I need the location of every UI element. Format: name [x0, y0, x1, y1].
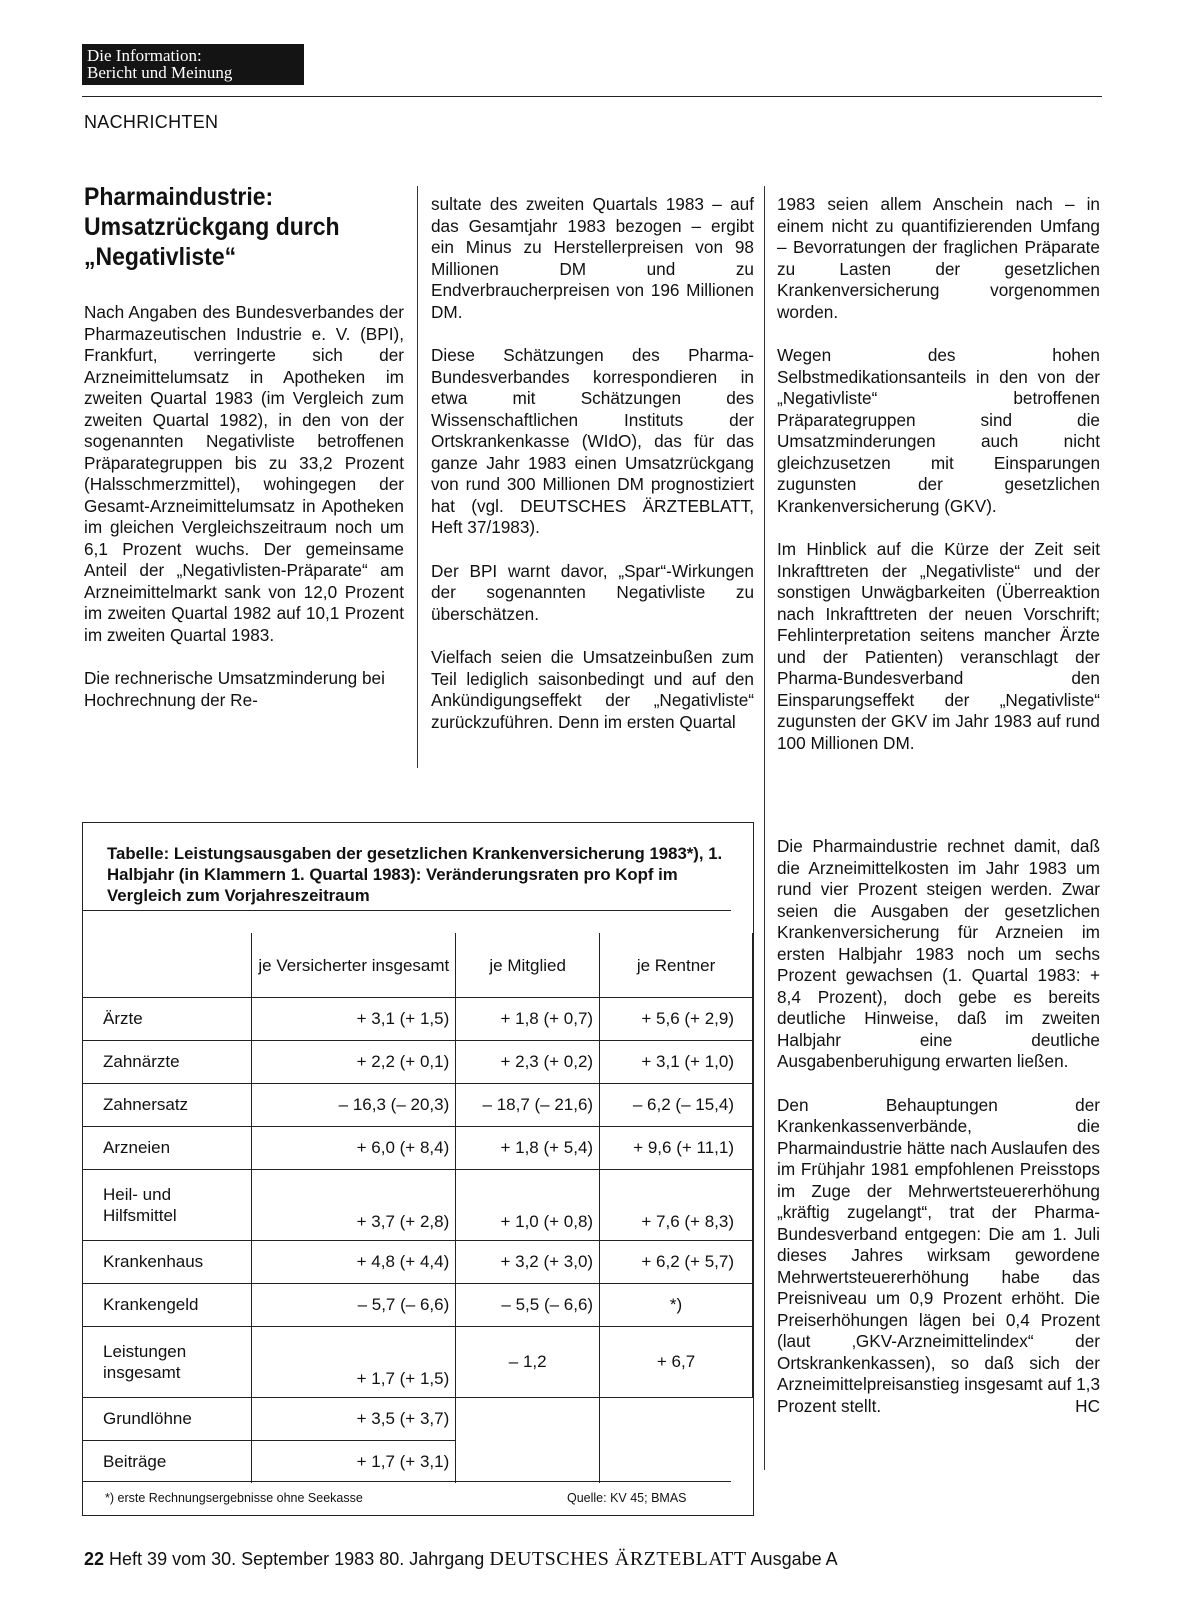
masthead-line-1: Die Information: [87, 46, 202, 65]
column-3 [777, 194, 1100, 776]
masthead [82, 44, 304, 85]
page-footer [84, 1548, 838, 1571]
table-cell: + 5,6 (+ 2,9) [600, 998, 753, 1041]
table-cell: – 5,5 (– 6,6) [456, 1284, 600, 1327]
row-label-text: Leistungen insgesamt [103, 1342, 187, 1382]
table-cell: + 6,0 (+ 8,4) [252, 1127, 456, 1170]
paragraph: Die Pharmaindustrie rechnet damit, daß die Arzneimittelkosten im Jahr 1983 um rund vier Prozent steigen werden. Zwar seien die Ausgaben der gesetzlichen Krankenversicherung für Arzneien im ersten Halbjahr 1983 noch um sechs Prozent gewachsen (1. Quartal 1983: + 8,4 Prozent), doch gebe es bereits deutliche Hinweise, daß im zweiten Halbjahr eine deutliche Ausgabenberuhigung erwarten ließen. [777, 836, 1100, 1071]
row-label: Zahnärzte [83, 1041, 252, 1084]
paragraph: Die rechnerische Umsatzminderung bei Hochrechnung der Re- [84, 668, 385, 710]
row-label: Krankenhaus [83, 1241, 252, 1284]
table-header-blank [83, 933, 252, 998]
table-cell: + 1,8 (+ 0,7) [456, 998, 600, 1041]
table-row [83, 1127, 753, 1170]
table-footer-rule [83, 1481, 731, 1482]
table-row [83, 1084, 753, 1127]
table-cell: + 6,2 (+ 5,7) [600, 1241, 753, 1284]
paragraph [777, 1095, 1100, 1418]
table-cell-empty [456, 1398, 600, 1441]
table-cell: – 16,3 (– 20,3) [252, 1084, 456, 1127]
paragraph: Der BPI warnt davor, „Spar“-Wirkungen der sogenannten Negativliste zu überschätzen. [431, 560, 754, 624]
row-label [83, 1327, 252, 1398]
table-footnote: *) erste Rechnungsergebnisse ohne Seekasse [105, 1491, 363, 1505]
caption-rule [83, 910, 731, 911]
magazine-name: DEUTSCHES ÄRZTEBLATT [489, 1548, 747, 1570]
row-label: Beiträge [83, 1441, 252, 1484]
table-cell: *) [600, 1284, 753, 1327]
table-source: Quelle: KV 45; BMAS [567, 1491, 687, 1505]
table-cell: + 1,0 (+ 0,8) [456, 1170, 600, 1241]
table-cell: – 6,2 (– 15,4) [600, 1084, 753, 1127]
paragraph: 1983 seien allem Anschein nach – in einem nicht zu quantifizierenden Umfang – Bevorratungen der fraglichen Präparate zu Lasten der gesetzlichen Krankenversicherung vorgenommen worden. [777, 194, 1100, 322]
table-cell: + 3,1 (+ 1,0) [600, 1041, 753, 1084]
row-label-text: Heil- und Hilfsmittel [103, 1185, 177, 1225]
table-row [83, 1041, 753, 1084]
table-cell: + 3,5 (+ 3,7) [252, 1398, 456, 1441]
paragraph: Diese Schätzungen des Pharma-Bundesverbandes korrespondieren in etwa mit Schätzungen des Wissenschaftlichen Instituts der Ortskrankenkasse (WIdO), das für das ganze Jahr 1983 einen Umsatzrückgang von rund 300 Millionen DM prognostiziert hat (vgl. DEUTSCHES ÄRZTEBLATT, Heft 37/1983). [431, 345, 754, 537]
row-label: Krankengeld [83, 1284, 252, 1327]
data-table [83, 933, 753, 1483]
table-cell: + 9,6 (+ 11,1) [600, 1127, 753, 1170]
masthead-line-2: Bericht und Meinung [87, 63, 233, 82]
table-cell: + 2,3 (+ 0,2) [456, 1041, 600, 1084]
table-cell: + 1,7 (+ 3,1) [252, 1441, 456, 1484]
paragraph: Im Hinblick auf die Kürze der Zeit seit Inkrafttreten der „Negativliste“ und der sonstigen Unwägbarkeiten (Überreaktion nach Inkrafttreten der neuen Vorschrift; Fehlinterpretation seitens mancher Ärzte und der Patienten) veranschlagt der Pharma-Bundesverband den Einsparungseffekt der „Negativliste“ zugunsten der GKV im Jahr 1983 auf rund 100 Millionen DM. [777, 539, 1100, 753]
table-cell-empty [600, 1441, 753, 1484]
column-3-continued [777, 836, 1100, 1417]
table-cell: + 3,1 (+ 1,5) [252, 998, 456, 1041]
table-cell: + 4,8 (+ 4,4) [252, 1241, 456, 1284]
table-cell: – 5,7 (– 6,6) [252, 1284, 456, 1327]
column-2 [431, 194, 754, 755]
paragraph: sultate des zweiten Quartals 1983 – auf das Gesamtjahr 1983 bezogen – ergibt ein Minus zu Herstellerpreisen von 98 Millionen DM und zu Endverbraucherpreisen von 196 Millionen DM. [431, 194, 754, 322]
column-1 [84, 302, 404, 733]
table-cell: + 2,2 (+ 0,1) [252, 1041, 456, 1084]
table-row [83, 1241, 753, 1284]
table-cell: + 1,8 (+ 5,4) [456, 1127, 600, 1170]
table-row [83, 1441, 753, 1484]
edition: Ausgabe A [750, 1549, 838, 1569]
table-cell-empty [600, 1398, 753, 1441]
paragraph: Vielfach seien die Umsatzeinbußen zum Teil lediglich saisonbedingt und auf den Ankündigungseffekt der „Negativliste“ zurückzuführen. Denn im ersten Quartal [431, 647, 754, 732]
table-cell: – 18,7 (– 21,6) [456, 1084, 600, 1127]
column-divider [764, 186, 765, 1470]
table-cell: + 3,2 (+ 3,0) [456, 1241, 600, 1284]
row-label [83, 1170, 252, 1241]
table-cell: – 1,2 [456, 1327, 600, 1398]
table-cell: + 7,6 (+ 8,3) [600, 1170, 753, 1241]
row-label: Zahnersatz [83, 1084, 252, 1127]
table-header-cell: je Rentner [600, 933, 753, 998]
table-row [83, 1398, 753, 1441]
article-headline [84, 182, 378, 272]
table-header-row [83, 933, 753, 998]
row-label: Arzneien [83, 1127, 252, 1170]
table-row [83, 998, 753, 1041]
table-caption: Tabelle: Leistungsausgaben der gesetzlichen Krankenversicherung 1983*), 1. Halbjahr (in Klammern 1. Quartal 1983): Veränderungsraten pro Kopf im Vergleich zum Vorjahreszeitraum [107, 844, 723, 905]
row-label: Grundlöhne [83, 1398, 252, 1441]
table-row [83, 1327, 753, 1398]
table-row [83, 1170, 753, 1241]
section-label: NACHRICHTEN [84, 112, 219, 132]
table-cell: + 3,7 (+ 2,8) [252, 1170, 456, 1241]
table-header-cell: je Versicherter insgesamt [252, 933, 456, 998]
headline-line-1: Pharmaindustrie: [84, 183, 274, 211]
paragraph: Wegen des hohen Selbstmedikationsanteils in den von der „Negativliste“ betroffenen Präparategruppen sind die Umsatzminderungen auch nicht gleichzusetzen mit Einsparungen zugunsten der gesetzlichen Krankenversicherung (GKV). [777, 345, 1100, 516]
table-row [83, 1284, 753, 1327]
paragraph-text: Den Behauptungen der Krankenkassenverbände, die Pharmaindustrie hätte nach Auslaufen des im Frühjahr 1981 empfohlenen Preisstops im Zuge der Mehrwertsteuererhöhung „kräftig zugelangt“, trat der Pharma-Bundesverband entgegen: Die am 1. Juli dieses Jahres wirksam gewordene Mehrwertsteuererhöhung habe das Preisniveau um 0,9 Prozent erhöht. Die Preiserhöhungen lägen bei 0,4 Prozent (laut ‚GKV-Arzneimittelindex“ der Ortskrankenkassen), so daß sich der Arzneimittelpreisanstieg insgesamt auf 1,3 Prozent stellt. [777, 1094, 1100, 1416]
headline-line-3: „Negativliste“ [84, 243, 237, 271]
table-cell: + 6,7 [600, 1327, 753, 1398]
column-divider [417, 186, 418, 768]
page-number: 22 [84, 1549, 105, 1569]
paragraph: Nach Angaben des Bundesverbandes der Pharmazeutischen Industrie e. V. (BPI), Frankfurt, verringerte sich der Arzneimittelumsatz in Apotheken im zweiten Quartal 1983 (im Vergleich zum zweiten Quartal 1982), in den von der sogenannten Negativliste betroffenen Präparategruppen bis zu 33,2 Prozent (Halsschmerzmittel), wohingegen der Gesamt-Arzneimittelumsatz in Apotheken im gleichen Vergleichszeitraum noch um 6,1 Prozent wuchs. Der gemeinsame Anteil der „Negativlisten-Präparate“ am Arzneimittelmarkt sank von 12,0 Prozent im zweiten Quartal 1982 auf 10,1 Prozent im zweiten Quartal 1983. [84, 302, 404, 645]
table-header-cell: je Mitglied [456, 933, 600, 998]
issue-info: Heft 39 vom 30. September 1983 80. Jahrgang [109, 1549, 485, 1569]
top-rule [82, 96, 1102, 97]
table-cell: + 1,7 (+ 1,5) [252, 1327, 456, 1398]
table-cell-empty [456, 1441, 600, 1484]
data-table-box [82, 822, 754, 1516]
row-label: Ärzte [83, 998, 252, 1041]
headline-line-2: Umsatzrückgang durch [84, 213, 340, 241]
author-signature: HC [1075, 1395, 1100, 1416]
